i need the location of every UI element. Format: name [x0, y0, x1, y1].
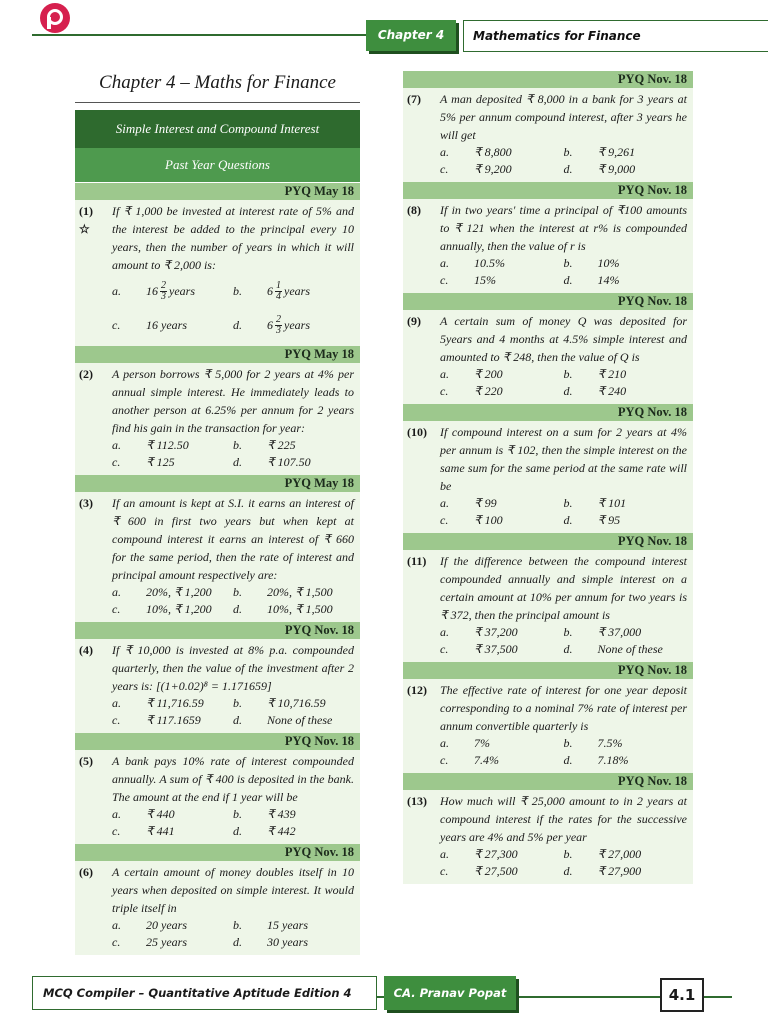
- question-number: [403, 552, 440, 658]
- option: [440, 735, 564, 752]
- subsection-title: Past Year Questions: [75, 148, 360, 182]
- option: [233, 695, 354, 712]
- option-text: ₹ 200: [474, 367, 503, 381]
- option-text: None of these: [267, 713, 333, 727]
- question-item: [403, 550, 693, 662]
- option-text: ₹ 10,716.59: [267, 696, 326, 710]
- option-letter: b.: [563, 736, 573, 750]
- question-body: [440, 681, 693, 769]
- option-text: ₹ 11,716.59: [146, 696, 204, 710]
- option-text: 7.18%: [597, 753, 629, 767]
- question-body: [440, 792, 693, 880]
- question-number-label: (1): [79, 204, 93, 218]
- option-text: 14%: [597, 273, 620, 287]
- option-letter: c.: [112, 935, 121, 949]
- fraction-suffix: years: [284, 318, 310, 332]
- question-text: A person borrows ₹ 5,000 for 2 years at 4% per annual simple interest. He immediately leads to another person at 6.25% per annum for 2 years find his gain in the transaction for year:: [112, 367, 354, 435]
- option-text: ₹ 8,800: [474, 145, 512, 159]
- question-body: [440, 552, 693, 658]
- fraction-whole: 6: [267, 318, 273, 332]
- option-letter: d.: [233, 935, 242, 949]
- option-letter: a.: [112, 807, 121, 821]
- option: [564, 512, 688, 529]
- question-text: If an amount is kept at S.I. it earns an interest of ₹ 600 in first two years but when kept at compound interest it earns an interest of ₹ 660 for the same period, then the rate of interest and principal amount respectively are:: [112, 496, 354, 582]
- right-question-column: [403, 71, 693, 884]
- question-number-label: (11): [407, 554, 427, 568]
- option-letter: b.: [233, 284, 242, 298]
- option-letter: b.: [233, 696, 242, 710]
- option-letter: d.: [563, 273, 573, 287]
- question-text: If the difference between the compound interest compounded annually and simple interest on a certain amount at 10% per annum for two years is ₹ 372, then the principal amount is: [440, 554, 687, 622]
- question-item: [75, 363, 360, 475]
- question-number-label: (13): [407, 794, 427, 808]
- option-letter: b.: [563, 625, 573, 639]
- option: [112, 823, 233, 840]
- option: [440, 495, 564, 512]
- option: [564, 846, 688, 863]
- option-letter: a.: [440, 496, 449, 510]
- option: [112, 584, 233, 601]
- option: [233, 437, 354, 454]
- option-letter: b.: [233, 807, 242, 821]
- question-number: [75, 494, 112, 618]
- option-letter: d.: [233, 713, 242, 727]
- question-number: [75, 752, 112, 840]
- option-letter: b.: [233, 585, 242, 599]
- question-number: [403, 312, 440, 400]
- pyq-tag: PYQ Nov. 18: [75, 733, 360, 750]
- option-letter: a.: [440, 625, 449, 639]
- option-text: ₹ 9,000: [597, 162, 636, 176]
- option: [564, 641, 688, 658]
- question-number-label: (4): [79, 643, 93, 657]
- question-body: [440, 201, 693, 289]
- question-number-label: (12): [407, 683, 427, 697]
- option-letter: d.: [563, 753, 573, 767]
- question-body: [112, 365, 360, 471]
- option-text: ₹ 27,000: [597, 847, 642, 861]
- option-letter: c.: [440, 273, 449, 287]
- option: [233, 934, 354, 951]
- option-text: ₹ 37,000: [597, 625, 642, 639]
- option-letter: c.: [112, 602, 121, 616]
- option-text: ₹ 95: [597, 513, 621, 527]
- option: [233, 454, 354, 471]
- page-title: Mathematics for Finance: [463, 20, 768, 52]
- option-text: ₹ 99: [474, 496, 497, 510]
- option-letter: c.: [112, 455, 121, 469]
- option-text: ₹ 100: [474, 513, 503, 527]
- fraction-whole: 16: [146, 284, 158, 298]
- fraction-numerator: 2: [161, 279, 166, 291]
- pyq-tag: PYQ Nov. 18: [403, 773, 693, 790]
- pyq-tag: PYQ Nov. 18: [403, 662, 693, 679]
- options-grid: [112, 437, 354, 471]
- option: [440, 641, 564, 658]
- option-text: 15%: [474, 273, 496, 287]
- question-text: The effective rate of interest for one year deposit corresponding to a nominal 7% rate of interest per annum convertible quarterly is: [440, 683, 687, 733]
- option: [440, 383, 564, 400]
- question-number: [403, 423, 440, 529]
- option: [233, 584, 354, 601]
- options-grid: [440, 495, 687, 529]
- option-text: 10.5%: [474, 256, 505, 270]
- fraction-stack: [275, 315, 282, 336]
- option-letter: a.: [440, 256, 449, 270]
- option-text: ₹ 27,300: [474, 847, 518, 861]
- option: [112, 437, 233, 454]
- question-number-label: (9): [407, 314, 421, 328]
- option-letter: a.: [112, 438, 121, 452]
- option-letter: a.: [440, 736, 449, 750]
- option: [440, 752, 564, 769]
- option-letter: d.: [233, 455, 242, 469]
- options-grid: [440, 366, 687, 400]
- fraction-suffix: years: [284, 284, 310, 298]
- option: [564, 383, 688, 400]
- options-grid: [440, 624, 687, 658]
- option-text: ₹ 117.1659: [146, 713, 201, 727]
- option: [564, 272, 688, 289]
- option-text: 20%, ₹ 1,500: [267, 585, 333, 599]
- author-name: CA. Pranav Popat: [384, 976, 516, 1010]
- option-letter: a.: [112, 284, 121, 298]
- option-text: 10%: [597, 256, 620, 270]
- option: [440, 144, 564, 161]
- option-letter: d.: [233, 602, 242, 616]
- question-body: [112, 863, 360, 951]
- option-letter: b.: [563, 256, 573, 270]
- option-letter: c.: [112, 713, 121, 727]
- question-item: [75, 639, 360, 733]
- option-text: ₹ 37,200: [474, 625, 518, 639]
- page-number: 4.1: [660, 978, 704, 1012]
- option-text: ₹ 225: [267, 438, 296, 452]
- question-item: [403, 88, 693, 182]
- question-number: [75, 202, 112, 342]
- question-number: [75, 863, 112, 951]
- options-grid: [112, 917, 354, 951]
- question-item: [403, 679, 693, 773]
- option-fraction: [146, 274, 195, 308]
- question-item: [75, 492, 360, 622]
- option-text: 10%, ₹ 1,500: [267, 602, 333, 616]
- pyq-tag: PYQ Nov. 18: [75, 622, 360, 639]
- question-body: [112, 641, 360, 729]
- pyq-tag: PYQ May 18: [75, 475, 360, 492]
- pyq-tag: PYQ Nov. 18: [403, 182, 693, 199]
- fraction-denominator: 3: [276, 324, 281, 336]
- question-text: A certain amount of money doubles itself in 10 years when deposited on simple interest. It would triple itself in: [112, 865, 354, 915]
- option-text: 7.5%: [597, 736, 623, 750]
- option-text: 20%, ₹ 1,200: [146, 585, 212, 599]
- options-grid: [440, 144, 687, 178]
- option-text: ₹ 27,900: [597, 864, 642, 878]
- option: [564, 752, 688, 769]
- question-text: A man deposited ₹ 8,000 in a bank for 3 years at 5% per annum compound interest, after 3 years he will get: [440, 92, 687, 142]
- option-letter: d.: [233, 318, 242, 332]
- option: [112, 806, 233, 823]
- option: [112, 695, 233, 712]
- option-letter: a.: [440, 847, 449, 861]
- question-number: [403, 201, 440, 289]
- question-body: [112, 494, 360, 618]
- pyq-tag: PYQ May 18: [75, 346, 360, 363]
- question-number-label: (6): [79, 865, 93, 879]
- option-text: 10%, ₹ 1,200: [146, 602, 212, 616]
- option: [440, 512, 564, 529]
- question-number-label: (5): [79, 754, 93, 768]
- option-letter: d.: [563, 864, 573, 878]
- option-letter: c.: [440, 753, 449, 767]
- options-grid: [440, 255, 687, 289]
- question-number: [75, 365, 112, 471]
- brand-logo-icon: [40, 3, 70, 33]
- question-body: [440, 312, 693, 400]
- option: [112, 308, 233, 342]
- option: [564, 735, 688, 752]
- option-text: ₹ 37,500: [474, 642, 518, 656]
- option-letter: b.: [563, 145, 573, 159]
- option-letter: b.: [233, 438, 242, 452]
- option: [564, 255, 688, 272]
- option-text: ₹ 440: [146, 807, 175, 821]
- option-text: 15 years: [267, 918, 308, 932]
- option: [564, 366, 688, 383]
- fraction-denominator: 4: [276, 290, 281, 302]
- option-letter: b.: [563, 367, 573, 381]
- question-number-label: (10): [407, 425, 427, 439]
- question-item: [403, 421, 693, 533]
- question-item: [75, 200, 360, 346]
- section-title: Simple Interest and Compound Interest: [75, 110, 360, 148]
- question-item: [75, 750, 360, 844]
- option: [440, 366, 564, 383]
- options-grid: [112, 695, 354, 729]
- pyq-tag: PYQ Nov. 18: [403, 293, 693, 310]
- question-body: [112, 202, 360, 342]
- option-letter: c.: [440, 384, 449, 398]
- question-text: If in two years' time a principal of ₹100 amounts to ₹ 121 when the interest at r% is compounded annually, then the value of r is: [440, 203, 687, 253]
- pyq-tag: PYQ Nov. 18: [403, 71, 693, 88]
- option: [440, 624, 564, 641]
- question-item: [403, 790, 693, 884]
- option: [112, 712, 233, 729]
- option: [112, 934, 233, 951]
- option-letter: c.: [112, 824, 121, 838]
- question-text: A bank pays 10% rate of interest compounded annually. A sum of ₹ 400 is deposited in the bank. The amount at the end if 1 year will be: [112, 754, 354, 804]
- option: [233, 917, 354, 934]
- option-text: 7%: [474, 736, 490, 750]
- options-grid: [440, 846, 687, 880]
- option: [440, 846, 564, 863]
- option-text: 30 years: [267, 935, 308, 949]
- option-text: ₹ 107.50: [267, 455, 311, 469]
- options-grid: [112, 274, 354, 342]
- option-text: ₹ 439: [267, 807, 296, 821]
- option-text: ₹ 9,261: [597, 145, 636, 159]
- option-text: ₹ 240: [597, 384, 627, 398]
- option-fraction: [267, 308, 310, 342]
- option: [440, 272, 564, 289]
- fraction-whole: 6: [267, 284, 273, 298]
- option-letter: d.: [563, 384, 573, 398]
- option: [233, 274, 354, 308]
- option: [564, 624, 688, 641]
- option-text: ₹ 9,200: [474, 162, 512, 176]
- option: [233, 823, 354, 840]
- option-letter: a.: [440, 367, 449, 381]
- option-text: 16 years: [146, 318, 187, 332]
- option: [112, 454, 233, 471]
- option-letter: a.: [112, 696, 121, 710]
- option: [233, 308, 354, 342]
- pyq-tag: PYQ Nov. 18: [75, 844, 360, 861]
- option-letter: b.: [563, 496, 573, 510]
- question-number-label: (8): [407, 203, 421, 217]
- option-letter: b.: [563, 847, 573, 861]
- fraction-stack: [160, 281, 167, 302]
- pyq-tag: PYQ Nov. 18: [403, 404, 693, 421]
- option-text: ₹ 27,500: [474, 864, 518, 878]
- question-body: [112, 752, 360, 840]
- option-letter: b.: [233, 918, 242, 932]
- option-letter: c.: [440, 513, 449, 527]
- chapter-heading: Chapter 4 – Maths for Finance: [75, 72, 360, 103]
- option-letter: c.: [112, 318, 121, 332]
- question-number: [403, 792, 440, 880]
- option: [233, 601, 354, 618]
- option-letter: d.: [563, 642, 573, 656]
- option-letter: d.: [563, 513, 573, 527]
- option-letter: c.: [440, 642, 449, 656]
- option-letter: a.: [112, 918, 121, 932]
- options-grid: [440, 735, 687, 769]
- option-text: None of these: [597, 642, 663, 656]
- question-number-label: (7): [407, 92, 421, 106]
- header-rule: [32, 34, 366, 36]
- option-text: ₹ 101: [597, 496, 627, 510]
- option-text: 25 years: [146, 935, 187, 949]
- options-grid: [112, 806, 354, 840]
- chapter-tab: Chapter 4: [366, 20, 456, 51]
- option-text: ₹ 112.50: [146, 438, 189, 452]
- question-item: [403, 199, 693, 293]
- left-question-column: [75, 183, 360, 955]
- pyq-tag: PYQ May 18: [75, 183, 360, 200]
- fraction-stack: [275, 281, 282, 302]
- question-body: [440, 423, 693, 529]
- option: [564, 495, 688, 512]
- pyq-tag: PYQ Nov. 18: [403, 533, 693, 550]
- options-grid: [112, 584, 354, 618]
- question-number: [403, 681, 440, 769]
- option: [233, 712, 354, 729]
- option: [112, 917, 233, 934]
- fraction-numerator: 1: [276, 279, 281, 291]
- option: [440, 863, 564, 880]
- fraction-numerator: 2: [276, 313, 281, 325]
- option: [112, 274, 233, 308]
- fraction-denominator: 3: [161, 290, 166, 302]
- option-text: 7.4%: [474, 753, 499, 767]
- option: [112, 601, 233, 618]
- option: [233, 806, 354, 823]
- question-item: [403, 310, 693, 404]
- option-letter: d.: [233, 824, 242, 838]
- option: [440, 161, 564, 178]
- question-text: If ₹ 1,000 be invested at interest rate of 5% and the interest be added to the principal every 10 years, then the number of years in which it will amount to ₹ 2,000 is:: [112, 204, 354, 272]
- star-outline-icon: ☆: [79, 222, 90, 236]
- question-text: If ₹ 10,000 is invested at 8% p.a. compounded quarterly, then the value of the investment after 2 years is: [(1+0.02)⁸ = 1.171659]: [112, 643, 354, 693]
- option-letter: a.: [112, 585, 121, 599]
- option: [564, 863, 688, 880]
- option-letter: d.: [563, 162, 573, 176]
- question-number: [75, 641, 112, 729]
- question-number-label: (3): [79, 496, 93, 510]
- question-body: [440, 90, 693, 178]
- option-letter: c.: [440, 162, 449, 176]
- question-number-label: (2): [79, 367, 93, 381]
- question-text: If compound interest on a sum for 2 years at 4% per annum is ₹ 102, then the simple interest on the same sum for the same period at the same rate will be: [440, 425, 687, 493]
- question-text: How much will ₹ 25,000 amount to in 2 years at compound interest if the rates for the successive years are 4% and 5% per year: [440, 794, 687, 844]
- option-text: ₹ 125: [146, 455, 175, 469]
- option-text: 20 years: [146, 918, 187, 932]
- question-text: A certain sum of money Q was deposited for 5years and 4 months at 4.5% simple interest and amounted to ₹ 248, then the value of Q is: [440, 314, 687, 364]
- option: [564, 144, 688, 161]
- option-text: ₹ 220: [474, 384, 503, 398]
- option-text: ₹ 210: [597, 367, 627, 381]
- option-letter: c.: [440, 864, 449, 878]
- option: [440, 255, 564, 272]
- book-title: MCQ Compiler – Quantitative Aptitude Edition 4: [32, 976, 377, 1010]
- fraction-suffix: years: [169, 284, 195, 298]
- question-item: [75, 861, 360, 955]
- option-letter: a.: [440, 145, 449, 159]
- option-fraction: [267, 274, 310, 308]
- option: [564, 161, 688, 178]
- option-text: ₹ 442: [267, 824, 296, 838]
- option-text: ₹ 441: [146, 824, 175, 838]
- question-number: [403, 90, 440, 178]
